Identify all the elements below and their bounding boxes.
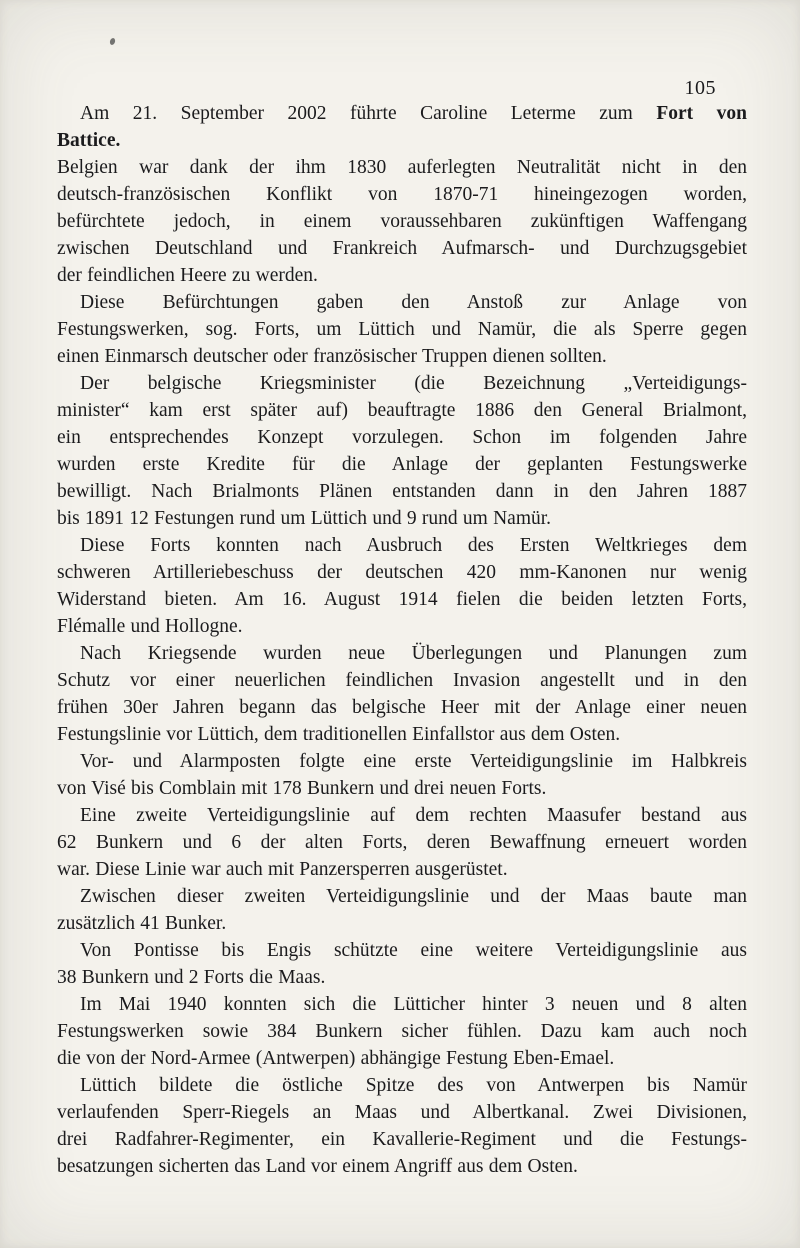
bold-text-run: Battice. bbox=[57, 130, 121, 151]
page-number: 105 bbox=[684, 77, 716, 99]
paragraph bbox=[57, 748, 747, 802]
text-run: deutsch-französischen Konflikt von 1870-71 hineingezogen worden, bbox=[57, 184, 747, 205]
text-line bbox=[57, 424, 747, 451]
text-run: besatzungen sicherten das Land vor einem Angriff aus dem Osten. bbox=[57, 1156, 578, 1177]
text-run: Von Pontisse bis Engis schützte eine weitere Verteidigungslinie aus bbox=[80, 940, 747, 961]
paragraph bbox=[57, 154, 747, 289]
text-run: Diese Befürchtungen gaben den Anstoß zur Anlage von bbox=[80, 292, 747, 313]
paragraph bbox=[57, 802, 747, 883]
text-run: Lüttich bildete die östliche Spitze des von Antwerpen bis Namür bbox=[80, 1075, 747, 1096]
text-line bbox=[57, 694, 747, 721]
text-run: einen Einmarsch deutscher oder französischer Truppen dienen sollten. bbox=[57, 346, 607, 367]
text-run: Im Mai 1940 konnten sich die Lütticher hinter 3 neuen und 8 alten bbox=[80, 994, 747, 1015]
text-run: Festungslinie vor Lüttich, dem traditionellen Einfallstor aus dem Osten. bbox=[57, 724, 621, 745]
text-line bbox=[57, 856, 747, 883]
text-line bbox=[57, 316, 747, 343]
text-run: von Visé bis Comblain mit 178 Bunkern und drei neuen Forts. bbox=[57, 778, 547, 799]
text-line bbox=[57, 937, 747, 964]
paragraph bbox=[57, 370, 747, 532]
text-run: bis 1891 12 Festungen rund um Lüttich und 9 rund um Namür. bbox=[57, 508, 552, 529]
paragraph bbox=[57, 937, 747, 991]
text-line bbox=[57, 586, 747, 613]
text-run: zusätzlich 41 Bunker. bbox=[57, 913, 227, 934]
text-line bbox=[57, 775, 747, 802]
text-run: Diese Forts konnten nach Ausbruch des Ersten Weltkrieges dem bbox=[80, 535, 747, 556]
text-line bbox=[57, 397, 747, 424]
text-line bbox=[57, 532, 747, 559]
text-run: drei Radfahrer-Regimenter, ein Kavallerie-Regiment und die Festungs- bbox=[57, 1129, 747, 1150]
text-line bbox=[57, 748, 747, 775]
text-run: Schutz vor einer neuerlichen feindlichen Invasion angestellt und in den bbox=[57, 670, 747, 691]
text-line bbox=[57, 802, 747, 829]
text-line bbox=[57, 883, 747, 910]
text-line bbox=[57, 262, 747, 289]
paragraph bbox=[57, 100, 747, 154]
text-line bbox=[57, 1126, 747, 1153]
text-line bbox=[57, 667, 747, 694]
paragraph bbox=[57, 883, 747, 937]
text-run: Nach Kriegsende wurden neue Überlegungen und Planungen zum bbox=[80, 643, 747, 664]
text-run: Zwischen dieser zweiten Verteidigungslinie und der Maas baute man bbox=[80, 886, 747, 907]
text-run: wurden erste Kredite für die Anlage der geplanten Festungswerke bbox=[57, 454, 747, 475]
text-line bbox=[57, 910, 747, 937]
text-line bbox=[57, 370, 747, 397]
paragraph bbox=[57, 532, 747, 640]
text-line bbox=[57, 1018, 747, 1045]
text-run: 38 Bunkern und 2 Forts die Maas. bbox=[57, 967, 326, 988]
bold-text-run: Fort von bbox=[656, 103, 747, 124]
text-run: Am 21. September 2002 führte Caroline Leterme zum bbox=[80, 103, 657, 124]
text-line bbox=[57, 721, 747, 748]
text-line bbox=[57, 154, 747, 181]
text-run: minister“ kam erst später auf) beauftragte 1886 den General Brialmont, bbox=[57, 400, 747, 421]
text-run: ein entsprechendes Konzept vorzulegen. Schon im folgenden Jahre bbox=[57, 427, 747, 448]
text-line bbox=[57, 505, 747, 532]
text-line bbox=[57, 559, 747, 586]
text-run: verlaufenden Sperr-Riegels an Maas und Albertkanal. Zwei Divisionen, bbox=[57, 1102, 747, 1123]
text-line bbox=[57, 208, 747, 235]
scan-speck bbox=[109, 37, 116, 45]
text-line bbox=[57, 343, 747, 370]
paragraph bbox=[57, 640, 747, 748]
text-run: frühen 30er Jahren begann das belgische Heer mit der Anlage einer neuen bbox=[57, 697, 747, 718]
text-run: war. Diese Linie war auch mit Panzersperren ausgerüstet. bbox=[57, 859, 508, 880]
paragraph bbox=[57, 1072, 747, 1180]
text-run: Festungswerken sowie 384 Bunkern sicher fühlen. Dazu kam auch noch bbox=[57, 1021, 747, 1042]
text-line bbox=[57, 640, 747, 667]
text-run: Eine zweite Verteidigungslinie auf dem rechten Maasufer bestand aus bbox=[80, 805, 747, 826]
text-line bbox=[57, 478, 747, 505]
text-line bbox=[57, 127, 747, 154]
text-line bbox=[57, 1153, 747, 1180]
text-line bbox=[57, 100, 747, 127]
text-run: schweren Artilleriebeschuss der deutschen 420 mm-Kanonen nur wenig bbox=[57, 562, 747, 583]
text-line bbox=[57, 1045, 747, 1072]
text-line bbox=[57, 964, 747, 991]
text-run: zwischen Deutschland und Frankreich Aufmarsch- und Durchzugsgebiet bbox=[57, 238, 747, 259]
text-line bbox=[57, 235, 747, 262]
text-line bbox=[57, 181, 747, 208]
text-line bbox=[57, 829, 747, 856]
text-run: Festungswerken, sog. Forts, um Lüttich und Namür, die als Sperre gegen bbox=[57, 319, 747, 340]
text-run: 62 Bunkern und 6 der alten Forts, deren Bewaffnung erneuert worden bbox=[57, 832, 747, 853]
text-line bbox=[57, 991, 747, 1018]
paragraph bbox=[57, 289, 747, 370]
text-line bbox=[57, 289, 747, 316]
text-line bbox=[57, 451, 747, 478]
text-run: Widerstand bieten. Am 16. August 1914 fielen die beiden letzten Forts, bbox=[57, 589, 747, 610]
text-run: Belgien war dank der ihm 1830 auferlegten Neutralität nicht in den bbox=[57, 157, 747, 178]
text-run: befürchtete jedoch, in einem voraussehbaren zukünftigen Waffengang bbox=[57, 211, 747, 232]
paragraph bbox=[57, 991, 747, 1072]
text-run: bewilligt. Nach Brialmonts Plänen entstanden dann in den Jahren 1887 bbox=[57, 481, 747, 502]
text-line bbox=[57, 1099, 747, 1126]
text-run: Vor- und Alarmposten folgte eine erste Verteidigungslinie im Halbkreis bbox=[80, 751, 747, 772]
text-run: die von der Nord-Armee (Antwerpen) abhängige Festung Eben-Emael. bbox=[57, 1048, 615, 1069]
text-run: der feindlichen Heere zu werden. bbox=[57, 265, 318, 286]
text-run: Der belgische Kriegsminister (die Bezeichnung „Verteidigungs- bbox=[80, 373, 747, 394]
text-run: Flémalle und Hollogne. bbox=[57, 616, 243, 637]
text-line bbox=[57, 613, 747, 640]
text-line bbox=[57, 1072, 747, 1099]
text-block bbox=[57, 100, 747, 1180]
